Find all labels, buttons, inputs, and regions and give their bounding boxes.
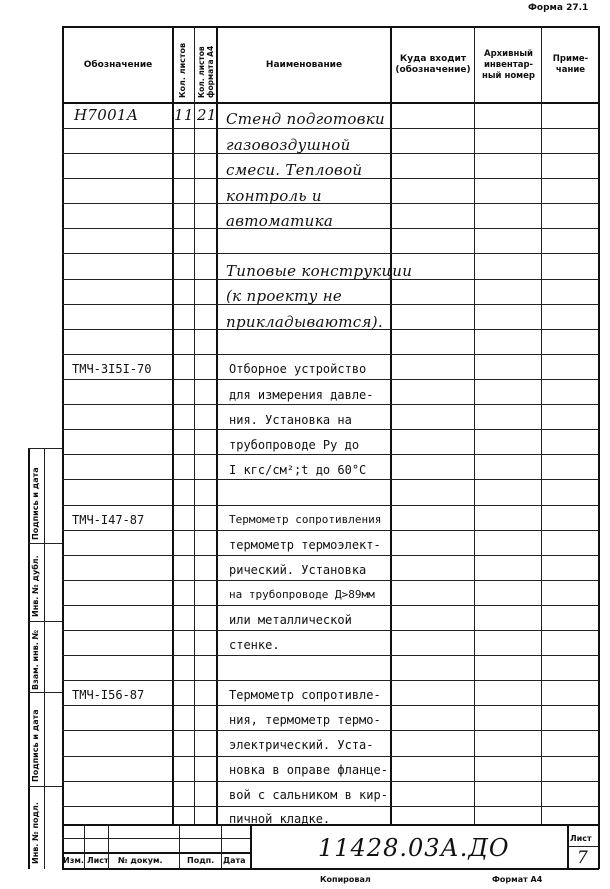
header-bottom-line <box>62 102 599 104</box>
side-label-podpis-data-2: Подпись и дата <box>31 709 40 782</box>
header-where-used: Куда входит (обозначение) <box>395 54 471 75</box>
entry-1-name-5: автоматика <box>226 212 334 230</box>
side-strip-top <box>28 448 62 449</box>
header-sheets-format-text: Кол. листов формата А4 <box>197 45 215 98</box>
side-label-inv-dubl: Инв. № дубл. <box>31 555 40 617</box>
row-line <box>62 505 599 506</box>
entry-1-name-3: смеси. Тепловой <box>226 161 363 179</box>
row-line <box>62 128 599 129</box>
entry-2-name-1: Типовые конструкции <box>226 262 413 280</box>
footer-format: Формат А4 <box>492 875 543 884</box>
header-name: Наименование <box>265 59 343 70</box>
title-col-1 <box>84 824 85 868</box>
footer-copied: Копировал <box>320 875 371 884</box>
entry-5-name-4: новка в оправе фланце- <box>229 763 388 777</box>
entry-1-name-4: контроль и <box>226 187 322 205</box>
entry-4-name-5: или металлической <box>229 613 352 627</box>
title-sheet-number: 7 <box>577 848 589 868</box>
row-line <box>62 379 599 380</box>
title-col-3 <box>179 824 180 868</box>
header-archive: Архивный инвентар-ный номер <box>482 48 535 81</box>
title-sheet-label: Лист <box>570 834 592 843</box>
entry-3-name-2: для измерения давле- <box>229 388 374 402</box>
row-line <box>62 680 599 681</box>
row-line <box>62 756 599 757</box>
entry-4-name-3: рический. Установка <box>229 563 367 577</box>
entry-4-name-4: на трубопроводе Д>89мм <box>229 588 375 601</box>
entry-5-name-6: пичной кладке. <box>229 812 331 826</box>
entry-3-name-3: ния. Установка на <box>229 413 352 427</box>
side-strip-left <box>28 448 30 869</box>
frame-bottom <box>62 868 599 870</box>
entry-3-name-5: I кгс/см²;t до 60°С <box>229 463 367 477</box>
form-label: Форма 27.1 <box>528 3 589 13</box>
entry-1-name-1: Стенд подготовки <box>226 110 385 128</box>
side-sep-2 <box>28 621 62 622</box>
entry-1-sheets: 11 <box>174 106 194 124</box>
entry-5-name-3: электрический. Уста- <box>229 738 374 752</box>
title-block-top <box>62 824 599 826</box>
title-izm: Изм. <box>63 856 84 865</box>
entry-5-name-2: ния, термометр термо- <box>229 713 381 727</box>
title-doc-code: 11428.03А.ДО <box>318 834 510 862</box>
title-n-dokum: № докум. <box>118 856 163 865</box>
title-list: Лист <box>87 856 109 865</box>
entry-4-designation: ТМЧ-I47-87 <box>72 513 145 527</box>
row-line <box>62 781 599 782</box>
row-line <box>62 705 599 706</box>
entry-2-name-2: (к проекту не <box>226 287 343 305</box>
row-line <box>62 454 599 455</box>
row-line <box>62 605 599 606</box>
entry-5-name-5: вой с сальником в кир- <box>229 788 388 802</box>
title-sheet-sep <box>567 846 599 847</box>
header-sheets-format <box>197 28 215 98</box>
row-line <box>62 404 599 405</box>
title-podp: Подп. <box>187 856 215 865</box>
side-sep-1 <box>28 543 62 544</box>
entry-4-name-1: Термометр сопротивления <box>229 513 382 526</box>
header-sheets-count: Кол. листов <box>178 42 187 98</box>
row-line <box>62 580 599 581</box>
entry-5-designation: ТМЧ-I56-87 <box>72 688 145 702</box>
side-strip-mid <box>44 448 45 869</box>
entry-3-designation: ТМЧ-3I5I-70 <box>72 362 152 376</box>
side-sep-3 <box>28 692 62 693</box>
header-designation: Обозначение <box>83 59 153 70</box>
entry-3-name-4: трубопроводе Ру до <box>229 438 360 452</box>
title-code-left <box>250 824 252 868</box>
side-label-inv-podl: Инв. № подл. <box>31 802 40 864</box>
side-label-vzam-inv: Взам. инв. № <box>31 629 40 690</box>
row-line <box>62 354 599 355</box>
entry-3-name-1: Отборное устройство <box>229 362 367 376</box>
entry-4-name-6: стенке. <box>229 638 280 652</box>
row-line <box>62 479 599 480</box>
row-line <box>62 429 599 430</box>
entry-1-designation: Н7001А <box>74 106 139 124</box>
row-line <box>62 730 599 731</box>
entry-5-name-1: Термометр сопротивле- <box>229 688 381 702</box>
title-data: Дата <box>223 856 246 865</box>
row-line <box>62 253 599 254</box>
row-line <box>62 530 599 531</box>
header-note: Приме-чание <box>552 54 589 75</box>
row-line <box>62 655 599 656</box>
side-sep-4 <box>28 786 62 787</box>
side-label-podpis-data-1: Подпись и дата <box>31 467 40 540</box>
row-line <box>62 555 599 556</box>
row-line <box>62 806 599 807</box>
entry-4-name-2: термометр термоэлект- <box>229 538 381 552</box>
row-line <box>62 203 599 204</box>
title-col-4 <box>221 824 222 868</box>
row-line <box>62 630 599 631</box>
entry-1-name-2: газовоздушной <box>226 136 351 154</box>
entry-1-format: 21 <box>197 106 217 124</box>
entry-2-name-3: прикладываются). <box>226 313 383 331</box>
